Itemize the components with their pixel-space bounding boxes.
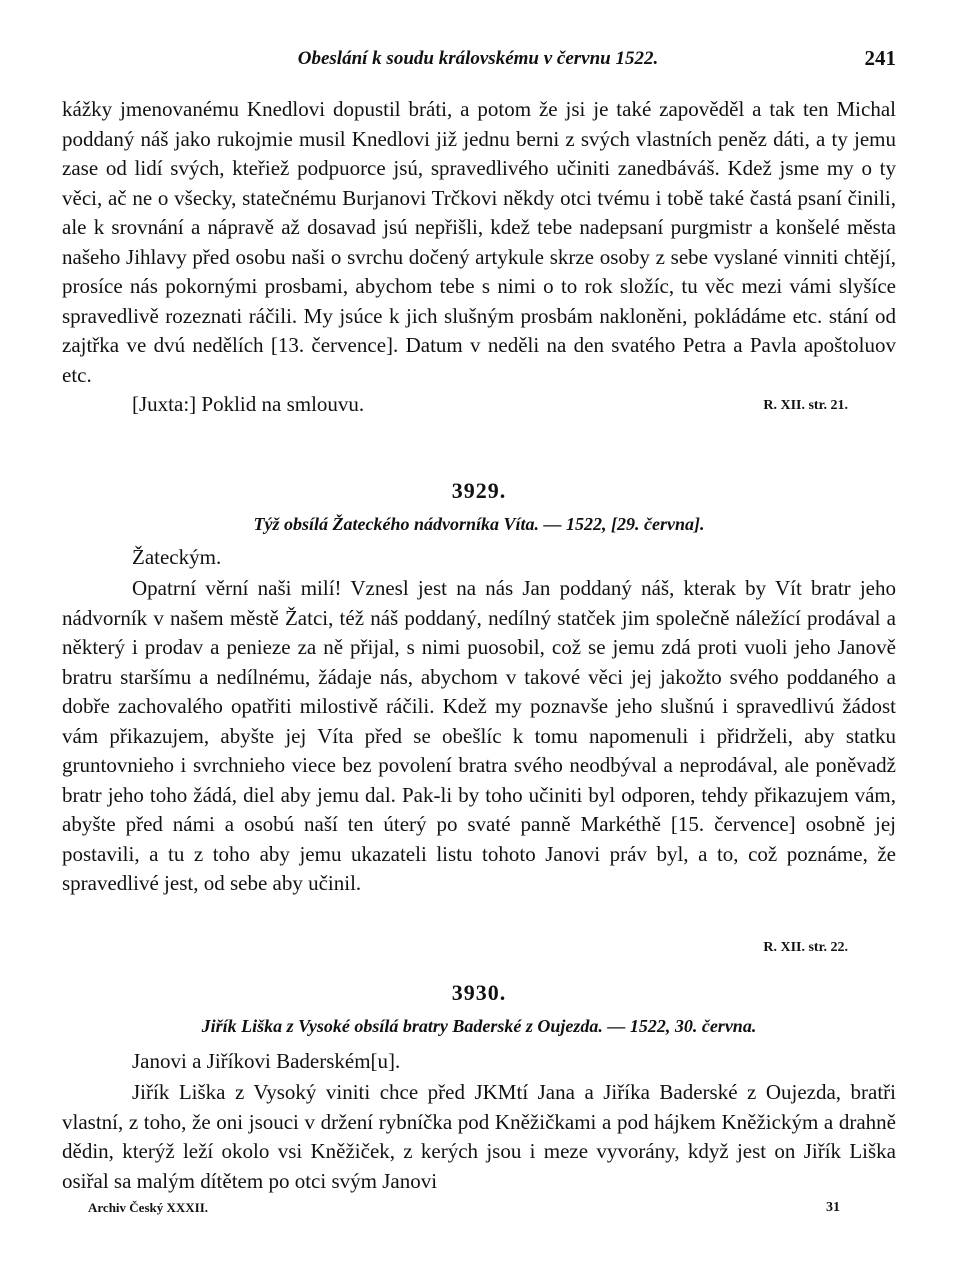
- document-3928-continuation: [62, 95, 896, 422]
- page-number: 241: [864, 46, 896, 70]
- document-3930-addressee: Janovi a Jiříkovi Baderském[u].: [132, 1049, 401, 1073]
- document-3928-closing: [Juxta:] Poklid na smlouvu.: [132, 392, 365, 416]
- page-header: [60, 44, 896, 78]
- document-3930-heading: Jiřík Liška z Vysoké obsílá bratry Baderské z Oujezda. — 1522, 30. června.: [201, 1016, 757, 1036]
- document-3929-paragraph: Opatrní věrní naši milí! Vznesl jest na nás Jan poddaný náš, kterak by Vít bratr jeho nádvorník v našem městě Žatci, též náš poddaný, nedílný statček jim společně náležící prodával a některý i prodav a penieze za ně přijal, s nimi puosobil, což se jemu zdá proti vuoli jeho Janově bratru staršímu a nedílnému, žádaje nás, abychom v takové věci jej jakožto svého poddaného a dobře zachovalého opatřiti milostivě ráčili. Kdež my poznavše jeho slušnú i spravedlivú žádost vám přikazujem, abyšte jej Víta před se obešlíc k tomu napomenuli i přidrželi, aby statku gruntovnieho i svrchnieho viece bez povolení bratra svého neodbýval a neprodával, ale poněvadž bratr jeho toho žádá, diel aby jemu dal. Pak-li by toho učiniti byl odporen, tehdy přikazujem vám, abyšte před námi a osobú naší ten úterý po svaté panně Markéthě [15. července] osobně jej postavili, a tu z toho aby jemu ukazateli listu tohoto Janovi práv byl, a to, což poznáme, že spravedlivé jest, od sebe aby učinil.: [62, 576, 896, 895]
- document-3929-number: 3929.: [451, 478, 507, 503]
- document-3929-reference: R. XII. str. 22.: [763, 940, 848, 955]
- document-3928-reference: R. XII. str. 21.: [763, 398, 848, 413]
- document-3929-reference-wrap: [763, 938, 896, 956]
- footer-sheet-number: 31: [826, 1200, 840, 1215]
- running-title: Obeslání k soudu královskému v červnu 1522.: [297, 48, 659, 69]
- document-3929-addressee: Žateckým.: [132, 545, 222, 569]
- document-3929-heading: Týž obsílá Žateckého nádvorníka Víta. — 1522, [29. června].: [253, 514, 705, 534]
- page-footer: [88, 1200, 840, 1224]
- document-3929: [62, 478, 896, 955]
- document-3930: [62, 980, 896, 1196]
- document-3928-paragraph: kážky jmenovanému Knedlovi dopustil bráti, a potom že jsi je také zapověděl a tak ten Michal poddaný náš jako rukojmie musil Knedlovi již jednu berni z svých vlastních peněz dáti, a ty jemu zase od lidí svých, kteřiež podpuorce jsú, spravedlivého učiniti zanedbáváš. Kdež jsme my o ty věci, ač ne o všecky, statečnému Burjanovi Trčkovi někdy otci tvému i tobě také častá psaní činili, ale k srovnání a nápravě až dosavad jsú nepřišli, kdež tebe nadepsaní purgmistr a konšelé města našeho Jihlavy před osobu naši o svrchu dočený artykule skrze osoby z sebe vyslané vinniti chtějí, prosíce nás pokornými prosbami, abychom tebe s nimi o to rok složíc, tu věc mezi vámi slyšíce spravedlivě rozeznati ráčili. My jsúce k jich slušným prosbám nakloněni, pokládáme etc. stání od zajtřka ve dvú nedělích [13. července]. Datum v neděli na den svatého Petra a Pavla apoštoluov etc.: [62, 97, 896, 387]
- document-3930-paragraph: Jiřík Liška z Vysoký viniti chce před JKMtí Jana a Jiříka Baderské z Oujezda, bratři vlastní, z toho, že oni jsouci v držení rybníčka pod Kněžičkami a pod hájkem Kněžickým a drahně dědin, kterýž leží okolo vsi Kněžiček, z kerých jsou i meze vyvorány, když jest on Jiřík Liška osiřal sa malým dítětem po otci svým Janovi: [62, 1080, 896, 1193]
- footer-signature: Archiv Český XXXII.: [88, 1200, 209, 1215]
- document-3928-closing-row: [62, 392, 896, 422]
- document-3930-number: 3930.: [451, 980, 507, 1005]
